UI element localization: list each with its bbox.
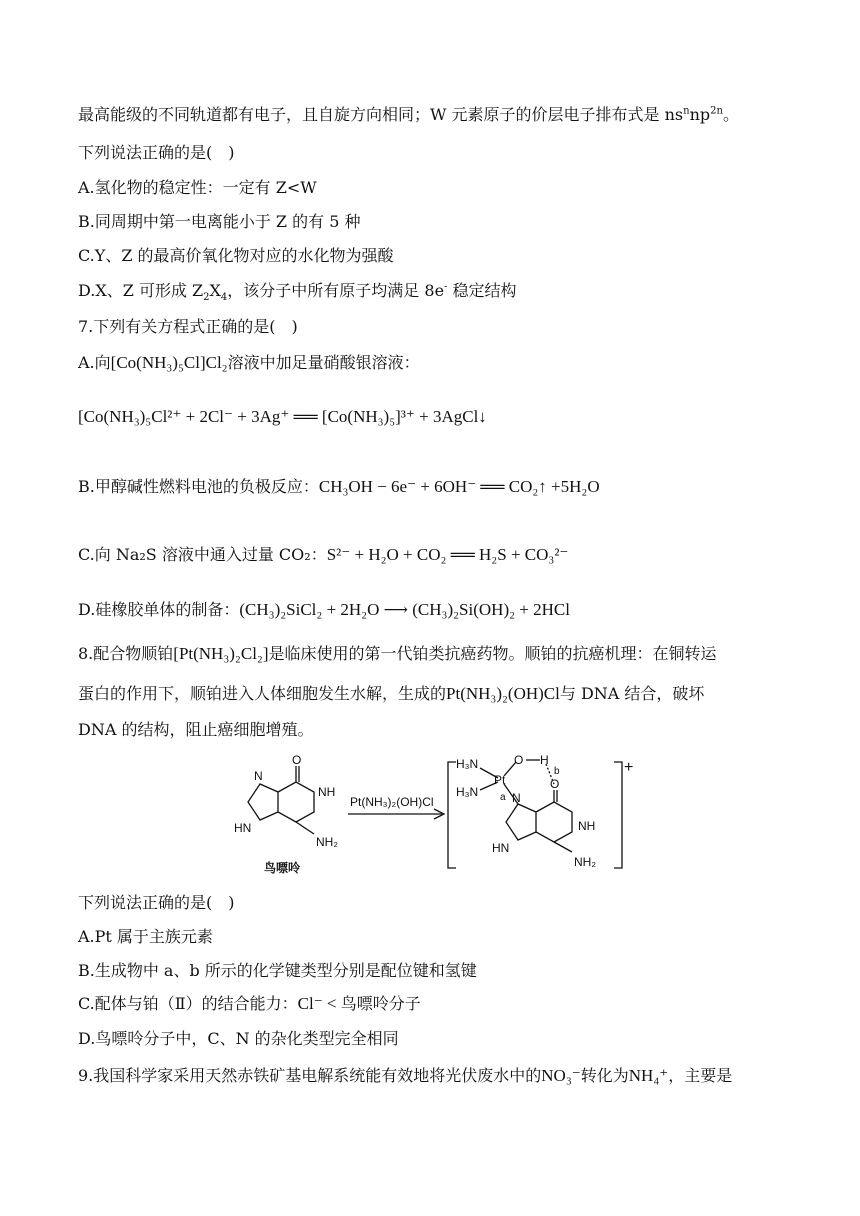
q7-option-c	[78, 544, 568, 566]
q9-no3: NO₃⁻	[541, 1066, 581, 1085]
q7-option-d	[78, 599, 570, 621]
q6-option-d	[78, 280, 517, 302]
q6-d-post: ，该分子中所有原子均满足 8e	[227, 281, 445, 300]
q7-c-pre: C.向 Na₂S 溶液中通入过量 CO₂：	[78, 545, 327, 564]
q8-option-b: B.生成物中 a、b 所示的化学键类型分别是配位键和氢键	[78, 961, 477, 980]
q9-mid: 转化为	[580, 1066, 629, 1085]
atom-HN: HN	[234, 821, 252, 835]
q6-sup-2n: 2n	[710, 105, 723, 117]
q8-line1-post: 是临床使用的第一代铂类抗癌药物。顺铂的抗癌机理：在铜转运	[268, 644, 717, 663]
product-five-ring	[506, 804, 536, 840]
q8-cisplatin: [Pt(NH₃)₂Cl₂]	[173, 644, 269, 663]
atom-H3N-2: H₃N	[456, 785, 479, 799]
q7-option-a	[78, 352, 420, 374]
atom-NH2: NH₂	[316, 835, 338, 849]
product-six-ring	[536, 802, 572, 842]
q8-line3: DNA 的结构，阻止癌细胞增殖。	[78, 720, 314, 739]
q7-a-pre: A.向	[78, 353, 111, 372]
right-bracket	[614, 762, 622, 868]
q8-c-formula: Cl⁻ <	[297, 994, 341, 1013]
guanine-six-ring	[278, 782, 314, 822]
q7-a-equation: [Co(NH₃)₅Cl²⁺ + 2Cl⁻ + 3Ag⁺ ══ [Co(NH₃)₅]³⁺ + 3AgCl↓	[78, 407, 487, 426]
label-b: b	[554, 766, 560, 777]
reaction-figure	[230, 752, 650, 878]
atom-NH2-2: NH₂	[574, 855, 596, 869]
q9-post: ，主要是	[668, 1066, 733, 1085]
atom-Pt: Pt	[494, 773, 506, 787]
q6-d-sub1: 2	[203, 292, 210, 304]
atom-N-2: N	[512, 791, 521, 805]
q7-d-equation: (CH₃)₂SiCl₂ + 2H₂O ⟶ (CH₃)₂Si(OH)₂ + 2HCl	[239, 600, 570, 619]
q8-option-c	[78, 993, 421, 1015]
q7-d-pre: D.硅橡胶单体的制备：	[78, 600, 240, 619]
q7-option-b	[78, 476, 600, 498]
q7-a-post: 溶液中加足量硝酸银溶液：	[227, 353, 420, 372]
q6-d-sup: -	[444, 281, 448, 293]
q6-option-a: A.氢化物的稳定性：一定有 Z<W	[78, 178, 317, 197]
q8-line2-pre: 蛋白的作用下，顺铂进入人体细胞发生水解，生成的	[78, 684, 447, 703]
q8-hydrolysis-product: Pt(NH₃)₂(OH)Cl	[446, 684, 560, 703]
q6-option-c: C.Y、Z 的最高价氧化物对应的水化物为强酸	[78, 246, 394, 265]
q7-a-complex: [Co(NH₃)₅Cl]Cl₂	[110, 353, 228, 372]
amino-bond	[296, 822, 314, 834]
atom-O-2: O	[514, 753, 524, 767]
q6-sup-n: n	[683, 105, 690, 117]
q9-line1	[78, 1065, 732, 1087]
q8-line2	[78, 683, 704, 705]
q6-stem-text: 最高能级的不同轨道都有电子，且自旋方向相同；W 元素原子的价层电子排布式是 ns	[78, 105, 684, 124]
q6-end: 。	[722, 105, 739, 124]
q6-np: np	[689, 105, 711, 124]
q7-b-equation: CH₃OH − 6e⁻ + 6OH⁻ ══ CO₂↑ +5H₂O	[318, 477, 600, 496]
q9-nh4: NH₄⁺	[628, 1066, 669, 1085]
q8-c-pre: C.配体与铂（Ⅱ）的结合能力：	[78, 994, 298, 1013]
atom-HN-2: HN	[492, 841, 510, 855]
q8-line2-post: 与 DNA 结合，破坏	[559, 684, 705, 703]
q7-b-pre: B.甲醇碱性燃料电池的负极反应：	[78, 477, 319, 496]
q8-line1	[78, 643, 717, 665]
atom-NH-1: NH	[318, 785, 336, 799]
atom-H: H	[540, 753, 549, 767]
charge-plus: +	[624, 759, 634, 776]
guanine-five-ring	[248, 784, 278, 820]
q9-pre: 9.我国科学家采用天然赤铁矿基电解系统能有效地将光伏废水中的	[78, 1066, 542, 1085]
left-bracket	[448, 762, 456, 868]
q6-d-end: 稳定结构	[447, 281, 517, 300]
q6-stem-line	[78, 104, 739, 126]
q6-option-b: B.同周期中第一电离能小于 Z 的有 5 种	[78, 212, 361, 231]
q8-option-a: A.Pt 属于主族元素	[78, 927, 213, 946]
q6-ask: 下列说法正确的是( )	[78, 143, 235, 162]
label-a: a	[500, 792, 506, 803]
q8-ask: 下列说法正确的是( )	[78, 893, 235, 912]
reagent-label: Pt(NH₃)₂(OH)Cl	[350, 795, 434, 809]
q6-d-sub2: 4	[220, 292, 228, 304]
q8-option-d: D.鸟嘌呤分子中，C、N 的杂化类型完全相同	[78, 1029, 399, 1048]
atom-O-3: O	[550, 777, 560, 791]
q8-line1-pre: 8.配合物顺铂	[78, 644, 174, 663]
q6-d-pre: D.X、Z 可形成 Z	[78, 281, 204, 300]
q6-d-x: X	[209, 281, 221, 300]
atom-N-1: N	[254, 769, 263, 783]
q7-stem: 7.下列有关方程式正确的是( )	[78, 317, 298, 336]
q8-c-post: 鸟嘌呤分子	[340, 994, 421, 1013]
guanine-label: 鸟嘌呤	[264, 861, 301, 875]
q7-c-equation: S²⁻ + H₂O + CO₂ ══ H₂S + CO₃²⁻	[326, 545, 569, 564]
atom-H3N-1: H₃N	[456, 757, 479, 771]
reaction-diagram	[230, 752, 650, 878]
atom-O: O	[292, 753, 302, 767]
atom-NH-2: NH	[578, 819, 596, 833]
